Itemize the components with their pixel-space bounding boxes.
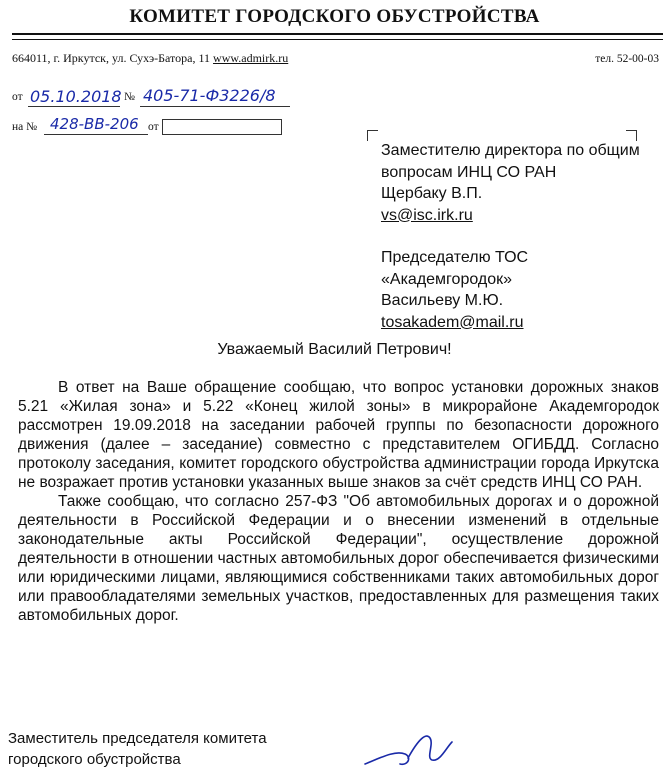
recipient-1-line: вопросам ИНЦ СО РАН [381,163,557,181]
recipient-2-email[interactable]: tosakadem@mail.ru [381,313,524,331]
committee-name: КОМИТЕТ ГОРОДСКОГО ОБУСТРОЙСТВА [129,6,540,27]
signature-block [8,728,267,770]
reply-underline [44,134,148,135]
recipient-2-line: Васильеву М.Ю. [381,292,504,309]
address-text: 664011, г. Иркутск, ул. Сухэ-Батора, 11 [12,51,211,65]
recipient-1-line: Заместителю директора по общим [381,142,640,159]
number-underline [140,106,290,107]
date-underline [28,106,120,107]
of-label: от [148,121,159,133]
letter-body [18,378,659,625]
corner-bracket-left [367,130,378,141]
date-label: от [12,91,23,103]
reply-handwritten: 428-ВВ-206 [50,115,139,133]
greeting: Уважаемый Василий Петрович! [217,341,452,358]
recipient-2-line: Председателю ТОС [381,249,529,266]
recipient-2 [381,247,666,333]
website-link[interactable]: www.admirk.ru [213,51,289,65]
body-paragraph: В ответ на Ваше обращение сообщаю, что вопрос установки дорожных знаков 5.21 «Жилая зона» и 5.22 «Конец жилой зоны» в микрорайоне Академгородок рассмотрен 19.09.2018 на заседании рабочей группы по безопасности дорожного движения (далее – заседание) совместно с представителем ОГИБДД. Согласно протоколу заседания, комитет городского обустройства администрации города Иркутска не возражает против установки указанных выше знаков за счёт средств ИНЦ СО РАН. [18,379,659,491]
phone-number: тел. 52-00-03 [595,53,659,65]
letterhead-divider-bottom [12,39,663,40]
recipient-1-line: Щербаку В.П. [381,185,483,202]
reply-label: на № [12,121,38,133]
recipient-1 [381,140,666,226]
recipient-spacer [381,226,666,247]
recipient-1-email[interactable]: vs@isc.irk.ru [381,206,473,224]
of-date-box [162,119,282,135]
number-label: № [124,91,135,103]
address [12,51,288,66]
signature-line: городского обустройства [8,751,181,768]
handwritten-signature [360,728,470,768]
recipient-2-line: «Академгородок» [381,270,513,288]
number-handwritten: 405-71-Ф3226/8 [143,86,276,105]
date-handwritten: 05.10.2018 [30,87,122,106]
body-paragraph: Также сообщаю, что согласно 257-ФЗ "Об автомобильных дорогах и о дорожной деятельности в Российской Федерации и о внесении изменений в отдельные законодательные акты Российской Федерации", осуществление дорожной деятельности в отношении частных автомобильных дорог обеспечивается физическими или юридическими лицами, являющимися собственниками таких автомобильных дорог или правообладателями земельных участков, предоставленных для размещения таких автомобильных дорог. [18,493,659,624]
signature-line: Заместитель председателя комитета [8,730,267,747]
recipient-block [381,140,666,333]
letterhead-divider-top [12,33,663,35]
